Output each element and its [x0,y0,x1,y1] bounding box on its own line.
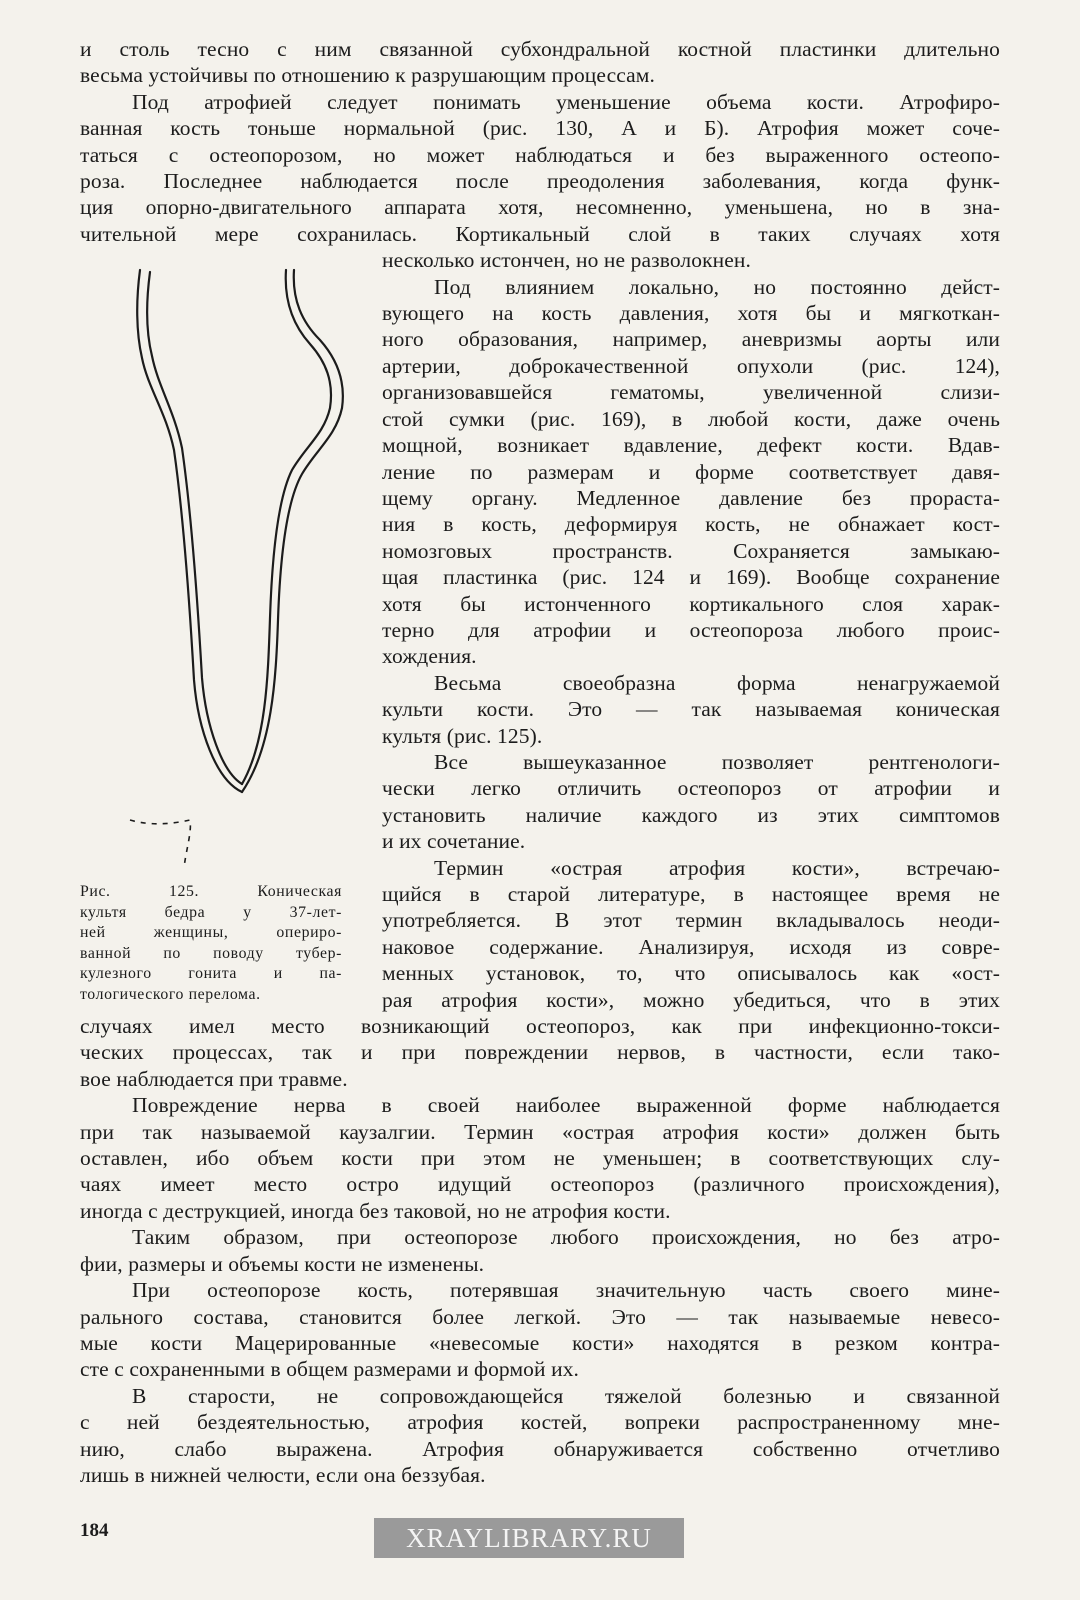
text-line: ление по размерам и форме соответствует давя- [382,459,1000,484]
text-line: Под влиянием локально, но постоянно дейст- [434,274,1000,299]
caption-line: тологического перелома. [80,985,261,1003]
text-line: щая пластинка (рис. 124 и 169). Вообще сохранение [382,565,1000,590]
text-line: мые кости Мацерированные «невесомые кости» находятся в резком контра- [80,1330,1000,1355]
text-line: Повреждение нерва в своей наиболее выраженной форме наблюдается [132,1093,1000,1118]
text-line: иногда с деструкцией, иногда без таковой, но не атрофия кости. [80,1198,671,1223]
caption-line: кулезного гонита и па- [80,965,342,982]
text-line: случаях имел место возникающий остеопороз, как при инфекционно-токси- [80,1014,1000,1039]
text-line: Термин «острая атрофия кости», встречаю- [434,855,1000,880]
text-line: Под атрофией следует понимать уменьшение объема кости. Атрофиро- [132,89,1000,114]
text-line: вующего на кость давления, хотя бы и мягкоткан- [382,301,1000,326]
text-line: терно для атрофии и остеопороза любого проис- [382,617,1000,642]
text-line: весьма устойчивы по отношению к разрушающим процессам. [80,63,655,88]
text-line: хотя бы истонченного кортикального слоя харак- [382,591,1000,616]
text-line: стой сумки (рис. 169), в любой кости, даже очень [382,406,1000,431]
text-line: ция опорно-двигательного аппарата хотя, несомненно, уменьшена, но в зна- [80,195,1000,220]
text-line: щему органу. Медленное давление без прораста- [382,485,1000,510]
text-line: щийся в старой литературе, в настоящее время не [382,882,1000,906]
text-line: рая атрофия кости», можно убедиться, что в этих [382,987,1000,1012]
text-line: хождения. [382,644,477,669]
text-line: нию, слабо выражена. Атрофия обнаруживается собственно отчетливо [80,1436,1000,1461]
text-line: таться с остеопорозом, но может наблюдаться и без выраженного остеопо- [80,142,1000,167]
text-line: В старости, не сопровождающейся тяжелой болезнью и связанной [132,1383,1000,1408]
text-line: ванная кость тоньше нормальной (рис. 130, А и Б). Атрофия может соче- [80,116,1000,141]
text-line: Все вышеуказанное позволяет рентгенологи- [434,749,1000,774]
caption-line: ней женщины, опериро- [80,924,342,941]
text-line: несколько истончен, но не разволокнен. [382,248,751,273]
text-line: чаях имеет место остро идущий остеопороз (различного происхождения), [80,1172,1000,1197]
caption-line: Рис. 125. Коническая [80,883,342,900]
text-line: наковое содержание. Анализируя, исходя из совре- [382,934,1000,959]
text-line: и их сочетание. [382,829,526,854]
text-line: фии, размеры и объемы кости не изменены. [80,1251,485,1276]
text-line: Таким образом, при остеопорозе любого происхождения, но без атро- [132,1225,1000,1250]
text-line: лишь в нижней челюсти, если она беззубая. [80,1462,486,1487]
text-line: При остеопорозе кость, потерявшая значительную часть своего мине- [132,1278,1000,1303]
text-line: рального состава, становится более легкой. Это — так называемые невесо- [80,1304,1000,1329]
text-line: менных установок, то, что описывалось как «ост- [382,961,1000,986]
text-line: ческих процессах, так и при повреждении нервов, в частности, если тако- [80,1040,1000,1065]
text-line: артерии, доброкачественной опухоли (рис. 124), [382,353,1000,378]
text-line: и столь тесно с ним связанной субхондральной костной пластинки длительно [80,37,1000,61]
text-line: при так называемой каузалгии. Термин «острая атрофия кости» должен быть [80,1119,1000,1144]
caption-line: ванной по поводу тубер- [80,944,342,962]
text-line: употребляется. В этот термин вкладывалось неоди- [382,908,1000,933]
text-line: организовавшейся гематомы, увеличенной слизи- [382,380,1000,405]
text-line: мощной, возникает вдавление, дефект кости. Вдав- [382,433,1000,458]
text-line: вое наблюдается при травме. [80,1066,348,1091]
text-line: с ней бездеятельностью, атрофия костей, вопреки распространенному мне- [80,1410,1000,1435]
text-line: установить наличие каждого из этих симптомов [382,802,1000,827]
text-line: чительной мере сохранилась. Кортикальный слой в таких случаях хотя [80,221,1000,246]
text-line: чески легко отличить остеопороз от атрофии и [382,776,1000,801]
text-line: роза. Последнее наблюдается после преодоления заболевания, когда функ- [80,169,1000,194]
caption-line: культя бедра у 37-лет- [80,903,342,921]
figure-caption [80,882,342,1005]
text-line: сте с сохраненными в общем размерами и формой их. [80,1357,580,1382]
text-line: оставлен, ибо объем кости при этом не уменьшен; в соответствующих слу- [80,1146,1000,1171]
watermark: XRAYLIBRARY.RU [374,1518,684,1558]
bone-stump-outline-icon [80,260,350,880]
text-line: культя (рис. 125). [382,723,543,748]
page-number: 184 [80,1520,109,1541]
text-line: номозговых пространств. Сохраняется замыкаю- [382,538,1000,563]
text-line: Весьма своеобразна форма ненагружаемой [434,670,1000,695]
text-line: ния в кость, деформируя кость, не обнажает кост- [382,512,1000,537]
text-line: ного образования, например, аневризмы аорты или [382,327,1000,352]
text-line: культи кости. Это — так называемая коническая [382,697,1000,722]
figure-125-stump-drawing [80,260,350,880]
